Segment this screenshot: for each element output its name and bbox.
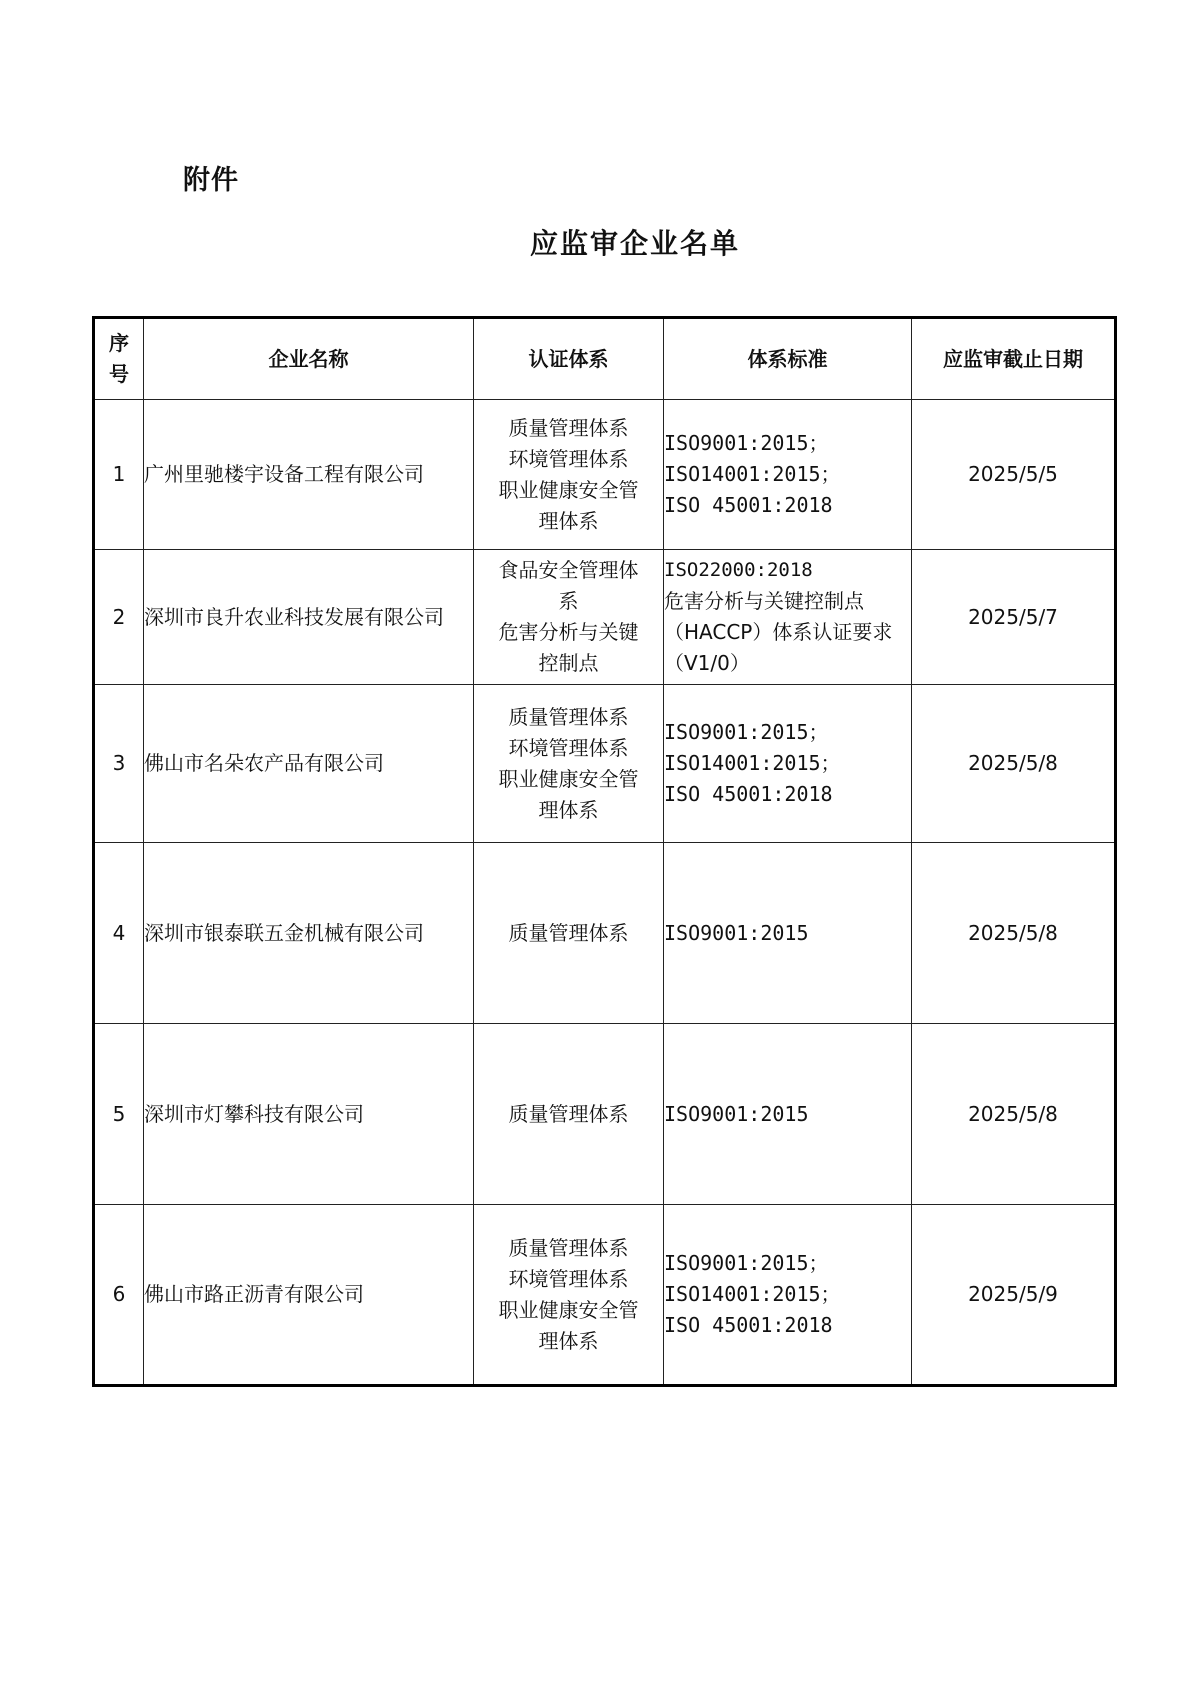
system-line: 系 <box>558 589 579 613</box>
system-line: 质量管理体系 <box>508 1101 629 1126</box>
row-deadline: 2025/5/8 <box>912 685 1116 843</box>
standard-line: 危害分析与关键控制点 <box>664 589 864 613</box>
standard-line: ISO 45001:2018 <box>664 782 833 806</box>
header-company: 企业名称 <box>144 318 474 400</box>
system-line: 控制点 <box>538 651 599 675</box>
table-row <box>94 400 1116 550</box>
row-systems <box>474 550 664 685</box>
row-standards <box>664 550 912 685</box>
row-seq: 1 <box>94 400 144 550</box>
standard-line: ISO 45001:2018 <box>664 1313 833 1337</box>
page-title: 应监审企业名单 <box>529 227 740 260</box>
attachment-label: 附件 <box>183 165 239 196</box>
row-deadline: 2025/5/8 <box>912 843 1116 1024</box>
system-line: 环境管理体系 <box>508 735 629 760</box>
row-standards <box>664 400 912 550</box>
row-systems <box>474 685 664 843</box>
system-line: 职业健康安全管 <box>498 1297 639 1322</box>
row-deadline: 2025/5/7 <box>912 550 1116 685</box>
row-seq: 6 <box>94 1205 144 1386</box>
header-seq <box>94 318 144 400</box>
system-line: 环境管理体系 <box>508 1266 629 1291</box>
row-systems <box>474 843 664 1024</box>
table-row <box>94 1205 1116 1386</box>
standard-line: ISO9001:2015； <box>664 1251 829 1275</box>
table-row <box>94 1024 1116 1205</box>
row-seq: 5 <box>94 1024 144 1205</box>
header-cert-system: 认证体系 <box>474 318 664 400</box>
row-deadline: 2025/5/8 <box>912 1024 1116 1205</box>
header-standard: 体系标准 <box>664 318 912 400</box>
row-company: 佛山市路正沥青有限公司 <box>144 1205 474 1386</box>
header-seq-line2: 号 <box>109 362 129 386</box>
row-deadline: 2025/5/5 <box>912 400 1116 550</box>
standard-line: ISO14001:2015； <box>664 462 841 486</box>
standard-line: ISO9001:2015 <box>664 920 809 945</box>
header-seq-line1: 序 <box>109 331 129 355</box>
table-header-row <box>94 318 1116 400</box>
standard-line: ISO9001:2015； <box>664 720 829 744</box>
standard-line: ISO14001:2015； <box>664 751 841 775</box>
system-line: 职业健康安全管 <box>498 477 639 502</box>
system-line: 理体系 <box>538 1328 599 1353</box>
system-line: 环境管理体系 <box>508 446 629 471</box>
table-row <box>94 843 1116 1024</box>
row-deadline: 2025/5/9 <box>912 1205 1116 1386</box>
row-standards <box>664 685 912 843</box>
row-company: 深圳市灯攀科技有限公司 <box>144 1024 474 1205</box>
standard-line: ISO 45001:2018 <box>664 493 833 517</box>
row-company: 深圳市银泰联五金机械有限公司 <box>144 843 474 1024</box>
system-line: 质量管理体系 <box>508 1235 629 1260</box>
row-seq: 4 <box>94 843 144 1024</box>
standard-line: （V1/0） <box>664 651 750 675</box>
table-row <box>94 685 1116 843</box>
system-line: 理体系 <box>538 508 599 533</box>
system-line: 质量管理体系 <box>508 920 629 945</box>
row-seq: 2 <box>94 550 144 685</box>
standard-line: （HACCP）体系认证要求 <box>664 620 893 644</box>
row-systems <box>474 1205 664 1386</box>
standard-line: ISO14001:2015； <box>664 1282 841 1306</box>
system-line: 职业健康安全管 <box>498 766 639 791</box>
row-systems <box>474 1024 664 1205</box>
system-line: 食品安全管理体 <box>498 558 639 582</box>
row-standards <box>664 1205 912 1386</box>
system-line: 质量管理体系 <box>508 704 629 729</box>
enterprise-table <box>92 316 1117 1387</box>
row-company: 深圳市良升农业科技发展有限公司 <box>144 550 474 685</box>
row-standards <box>664 843 912 1024</box>
row-standards <box>664 1024 912 1205</box>
standard-line: ISO9001:2015 <box>664 1101 809 1126</box>
system-line: 危害分析与关键 <box>498 620 639 644</box>
row-seq: 3 <box>94 685 144 843</box>
table-row <box>94 550 1116 685</box>
row-systems <box>474 400 664 550</box>
standard-line: ISO9001:2015； <box>664 431 829 455</box>
row-company: 佛山市名朵农产品有限公司 <box>144 685 474 843</box>
header-deadline: 应监审截止日期 <box>912 318 1116 400</box>
system-line: 理体系 <box>538 797 599 822</box>
row-company: 广州里驰楼宇设备工程有限公司 <box>144 400 474 550</box>
system-line: 质量管理体系 <box>508 415 629 440</box>
standard-line: ISO22000:2018 <box>664 559 813 581</box>
